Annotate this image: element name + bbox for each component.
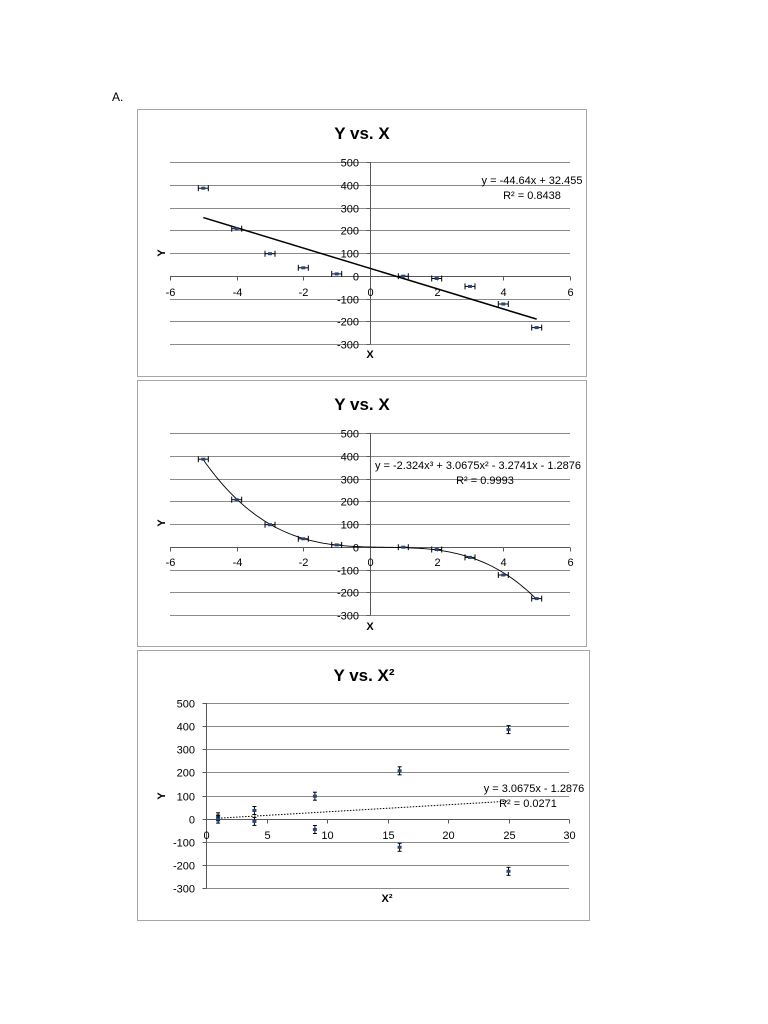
point-marker: [335, 543, 339, 546]
x-tick-label: -2: [298, 557, 309, 569]
point-marker: [501, 574, 505, 577]
y-tick-label: -100: [336, 565, 359, 578]
x-tick-label: 6: [567, 287, 574, 299]
y-tick-label: -100: [336, 294, 359, 307]
y-tick-label: 200: [340, 225, 359, 238]
y-tick-label: 500: [176, 698, 195, 711]
trendline-equation: y = -2.324x³ + 3.0675x² - 3.2741x - 1.2876: [374, 460, 582, 472]
point-marker: [268, 523, 272, 526]
y-tick-label: 200: [340, 496, 359, 509]
x-tick-label: 20: [442, 830, 455, 842]
point-marker: [535, 326, 539, 329]
y-tick-label: -300: [336, 610, 359, 623]
r-squared-label: R² = 0.9993: [456, 475, 514, 487]
point-marker: [398, 769, 402, 772]
point-marker: [401, 546, 405, 549]
chart-frame: [138, 381, 587, 647]
chart-title: Y vs. X: [334, 124, 390, 143]
x-tick-label: -2: [298, 287, 309, 299]
y-tick-label: 0: [188, 814, 195, 827]
chart-title: Y vs. X: [334, 395, 390, 414]
chart-canvas: [137, 650, 590, 921]
y-tick-label: 300: [340, 203, 359, 216]
x-tick-label: 30: [563, 830, 576, 842]
y-axis-title: Y: [156, 792, 168, 800]
y-tick-label: 300: [340, 474, 359, 487]
point-marker: [401, 275, 405, 278]
point-marker: [535, 597, 539, 600]
point-marker: [335, 272, 339, 275]
y-tick-label: 400: [176, 721, 195, 734]
y-axis-title: Y: [156, 249, 168, 257]
chart-frame: [138, 110, 587, 377]
x-tick-label: 10: [321, 830, 334, 842]
r-squared-label: R² = 0.0271: [499, 798, 557, 810]
chart-y-vs-x-cubic: [137, 380, 587, 647]
x-tick-label: 6: [567, 557, 574, 569]
trendline-equation: y = -44.64x + 32.455: [481, 175, 583, 187]
point-marker: [201, 187, 205, 190]
y-tick-label: 500: [340, 157, 359, 170]
y-tick-label: 400: [340, 180, 359, 193]
chart-y-vs-x-linear: [137, 109, 587, 377]
x-tick-label: 5: [264, 830, 271, 842]
x-tick-label: -4: [232, 287, 243, 299]
y-tick-label: -300: [172, 883, 195, 896]
x-tick-label: -6: [165, 287, 176, 299]
point-marker: [201, 458, 205, 461]
point-marker: [235, 498, 239, 501]
point-marker: [507, 870, 511, 873]
section-label: A.: [112, 90, 124, 104]
x-axis-title: X²: [381, 893, 393, 905]
x-tick-label: 4: [500, 287, 507, 299]
point-marker: [398, 846, 402, 849]
point-marker: [435, 548, 439, 551]
y-tick-label: 200: [176, 767, 195, 780]
point-marker: [468, 285, 472, 288]
y-tick-label: 100: [340, 248, 359, 261]
point-marker: [268, 252, 272, 255]
x-tick-label: 25: [503, 830, 516, 842]
x-tick-label: -4: [232, 557, 243, 569]
y-tick-label: 0: [352, 542, 359, 555]
point-marker: [252, 809, 256, 812]
y-tick-label: 0: [352, 271, 359, 284]
point-marker: [252, 820, 256, 823]
y-axis-title: Y: [156, 519, 168, 527]
x-tick-label: 4: [500, 557, 507, 569]
x-tick-label: 0: [367, 287, 374, 299]
y-tick-label: -200: [172, 860, 195, 873]
x-tick-label: 15: [382, 830, 395, 842]
x-axis-title: X: [366, 621, 374, 633]
y-tick-label: -100: [172, 837, 195, 850]
y-tick-label: -300: [336, 339, 359, 352]
point-marker: [235, 227, 239, 230]
point-marker: [468, 556, 472, 559]
point-marker: [501, 303, 505, 306]
x-tick-label: 0: [367, 557, 374, 569]
x-tick-label: 2: [434, 287, 441, 299]
y-tick-label: -200: [336, 587, 359, 600]
y-tick-label: 500: [340, 428, 359, 441]
y-tick-label: 300: [176, 744, 195, 757]
point-marker: [216, 818, 220, 821]
point-marker: [313, 828, 317, 831]
y-tick-label: 400: [340, 451, 359, 464]
point-marker: [301, 537, 305, 540]
y-tick-label: 100: [340, 519, 359, 532]
trendline-equation: y = 3.0675x - 1.2876: [483, 783, 585, 795]
y-tick-label: -200: [336, 316, 359, 329]
x-tick-label: -6: [165, 557, 176, 569]
x-tick-label: 2: [434, 557, 441, 569]
y-tick-label: 100: [176, 791, 195, 804]
point-marker: [301, 266, 305, 269]
point-marker: [313, 795, 317, 798]
r-squared-label: R² = 0.8438: [503, 190, 561, 202]
point-marker: [435, 277, 439, 280]
x-axis-title: X: [366, 349, 374, 361]
chart-canvas: [137, 380, 587, 647]
point-marker: [507, 728, 511, 731]
chart-y-vs-x-squared: [137, 650, 590, 921]
chart-canvas: [137, 109, 587, 377]
chart-title: Y vs. X²: [333, 666, 395, 685]
x-tick-label: 0: [203, 830, 210, 842]
